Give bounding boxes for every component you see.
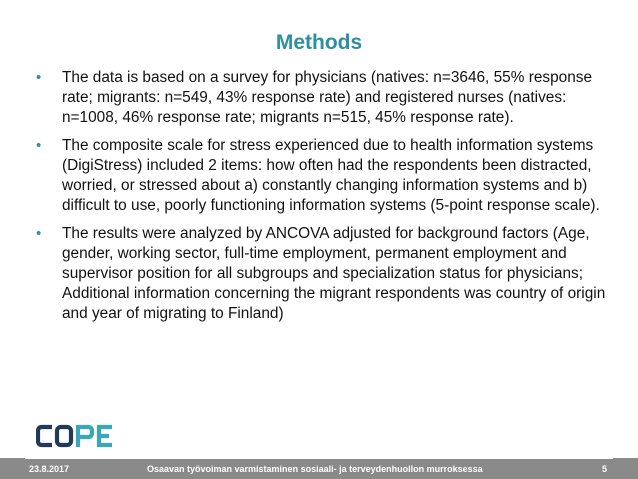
bullet-item [36, 68, 616, 128]
footer-bar [0, 458, 638, 479]
bullet-text: The results were analyzed by ANCOVA adjusted for background factors (Age, gender, working sector, full-time employment, permanent employment and supervisor position for all subgroups and specialization status for physicians; Additional information concerning the migrant respondents was country of origin and year of migrating to Finland) [62, 225, 606, 322]
bullet-item [36, 136, 616, 216]
bullet-marker: • [36, 69, 42, 86]
page-number: 5 [601, 464, 607, 474]
bullet-marker: • [36, 225, 42, 242]
slide-title: Methods [275, 31, 363, 54]
bullet-list [36, 68, 616, 332]
bullet-text: The data is based on a survey for physicians (natives: n=3646, 55% response rate; migrants: n=549, 43% response rate) and registered nurses (natives: n=1008, 46% response rate; migrants n=515, 45% response rate). [62, 69, 593, 126]
footer-inner [25, 458, 613, 479]
bullet-item [36, 224, 616, 324]
footer-date: 23.8.2017 [29, 464, 70, 474]
cope-logo [36, 423, 116, 449]
bullet-text: The composite scale for stress experienced due to health information systems (DigiStress) included 2 items: how often had the respondents been distracted, worried, or stressed about a) constantly changing information systems and b) difficult to use, poorly functioning information systems (5-point response scale). [62, 137, 600, 214]
footer-title: Osaavan työvoiman varmistaminen sosiaali- ja terveydenhuollon murroksessa [147, 464, 483, 474]
bullet-marker: • [36, 137, 42, 154]
